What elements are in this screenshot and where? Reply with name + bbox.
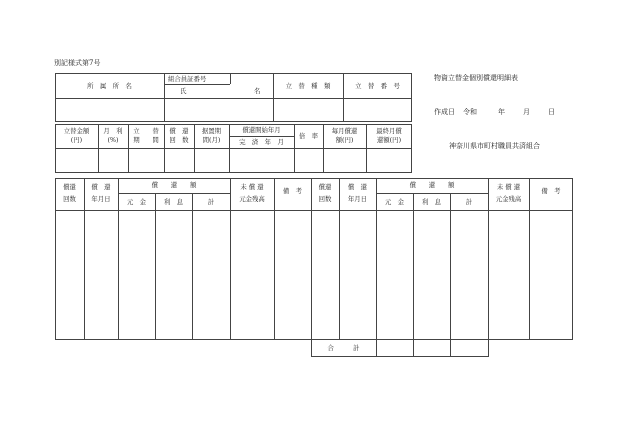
advance-period-label-a: 立 替 <box>133 127 159 135</box>
remarks-label-right: 備 考 <box>541 187 561 195</box>
principal-unit: (円) <box>70 136 83 144</box>
balance-label-a-right: 未 償 還 <box>496 183 521 191</box>
balance-label-b-right: 元金残高 <box>495 195 522 203</box>
count-label-b: 回数 <box>63 195 76 203</box>
affiliation-label: 所 属 所 名 <box>87 82 132 90</box>
year-label: 年 <box>498 108 505 116</box>
final-label-b: 還額(円) <box>376 136 402 144</box>
amount-label-right: 償 還 額 <box>409 181 455 189</box>
count-label-a: 償還 <box>63 183 76 191</box>
advance-number-label: 立 替 番 号 <box>355 82 400 90</box>
deferral-label-b: 間(月) <box>202 136 221 144</box>
balance-label-a: 未 償 還 <box>240 183 264 191</box>
month-label: 月 <box>523 108 530 116</box>
date-label-b-right: 年月日 <box>347 195 368 203</box>
total-col-label-right: 計 <box>465 198 473 206</box>
era-label: 令和 <box>463 108 477 116</box>
completion-label: 完 済 年 月 <box>239 138 284 146</box>
final-label-a: 最終月償 <box>376 127 402 135</box>
repay-count-label-a: 償 還 <box>169 127 189 135</box>
form-number: 別記様式第7号 <box>54 59 101 67</box>
principal-col-label-right: 元 金 <box>384 198 405 206</box>
monthly-label-b: 額(円) <box>335 136 354 144</box>
count-label-b-right: 回数 <box>318 195 332 203</box>
date-label-a: 償 還 <box>91 183 111 191</box>
principal-col-label: 元 金 <box>126 198 147 206</box>
document-title: 物資立替金個別償還明細表 <box>434 74 518 82</box>
interest-col-label: 利 息 <box>163 198 184 206</box>
repay-count-label-b: 回 数 <box>169 136 189 144</box>
total-col-label: 計 <box>207 198 215 206</box>
count-label-a-right: 償還 <box>318 183 332 191</box>
monthly-label-a: 毎月償還 <box>331 127 358 135</box>
principal-label: 立替金額 <box>63 127 90 135</box>
sum-label: 合 計 <box>327 344 360 352</box>
day-label: 日 <box>548 108 555 116</box>
remarks-label: 備 考 <box>282 187 303 195</box>
multiplier-label: 倍 率 <box>298 132 319 140</box>
interest-col-label-right: 利 息 <box>421 198 442 206</box>
name-label-surname: 氏 <box>180 87 187 95</box>
member-id-label: 組合員証番号 <box>168 75 207 83</box>
name-label-given: 名 <box>254 87 261 95</box>
balance-label-b: 元金残高 <box>239 195 265 203</box>
deferral-label-a: 据置期 <box>201 127 222 135</box>
date-label-a-right: 償 還 <box>347 183 368 191</box>
date-label-b: 年月日 <box>91 195 111 203</box>
repay-start-label: 償還開始年月 <box>242 126 281 134</box>
date-label: 作成日 <box>434 108 455 116</box>
advance-type-label: 立 替 種 類 <box>285 82 331 90</box>
association-name: 神奈川県市町村職員共済組合 <box>449 142 540 150</box>
amount-label: 償 還 額 <box>151 181 197 189</box>
interest-rate-unit: (%) <box>107 136 119 144</box>
advance-period-label-b: 期 間 <box>133 136 159 144</box>
interest-rate-label: 月 利 <box>103 127 123 135</box>
